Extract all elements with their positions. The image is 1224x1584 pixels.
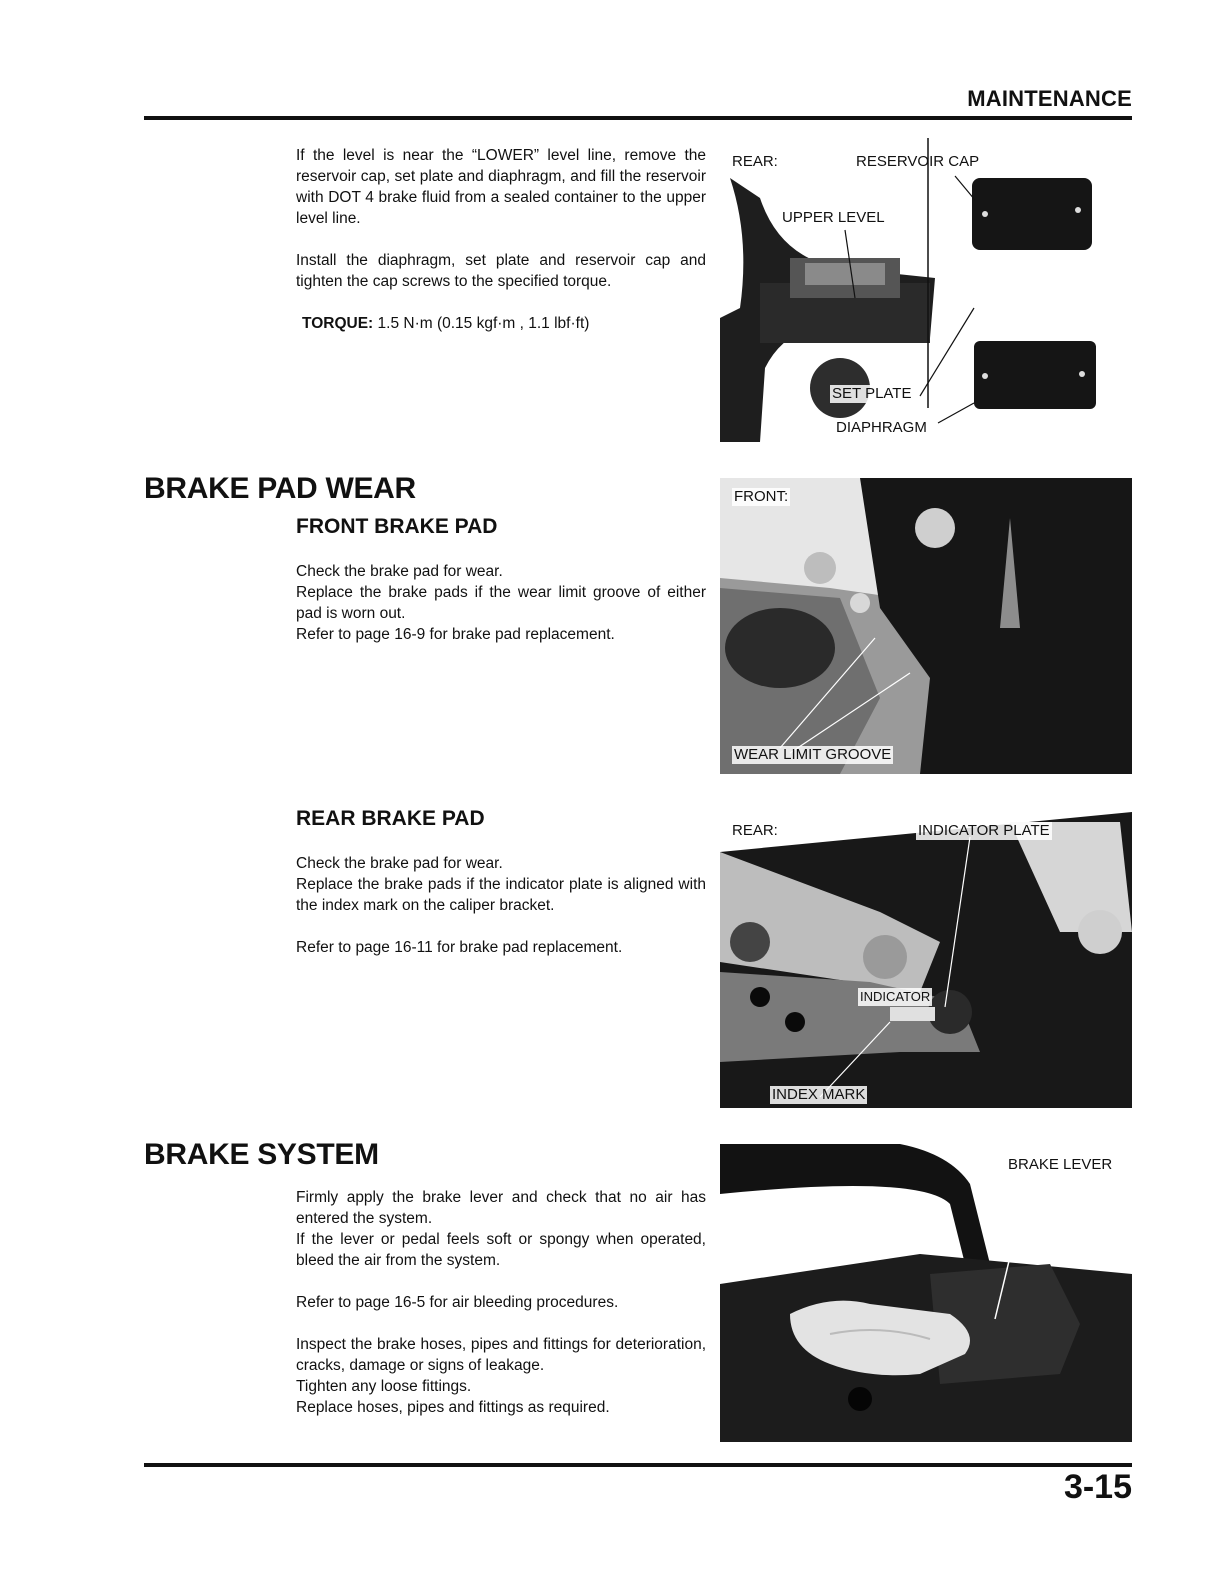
reservoir-instructions bbox=[296, 145, 706, 355]
reservoir-figure bbox=[720, 138, 1132, 442]
header-rule bbox=[144, 116, 1132, 120]
front-pad-line-1: Check the brake pad for wear. bbox=[296, 563, 503, 580]
indicator-plate-label: INDICATOR PLATE bbox=[918, 822, 1050, 839]
rear-brake-pad-heading: REAR BRAKE PAD bbox=[296, 807, 485, 830]
brake-system-line-2: If the lever or pedal feels soft or spongy when operated, bleed the air from the system. bbox=[296, 1231, 706, 1269]
front-label: FRONT: bbox=[734, 488, 789, 505]
reservoir-illustration bbox=[720, 138, 1132, 442]
brake-lever-photo bbox=[720, 1144, 1132, 1442]
diaphragm-label: DIAPHRAGM bbox=[836, 419, 927, 436]
brake-system-line-5: Replace hoses, pipes and fittings as required. bbox=[296, 1399, 610, 1416]
brake-lever-figure bbox=[720, 1144, 1132, 1442]
wear-limit-groove-label: WEAR LIMIT GROOVE bbox=[734, 746, 892, 763]
set-plate-label: SET PLATE bbox=[832, 385, 912, 402]
brake-system-text bbox=[296, 1187, 706, 1418]
page-number: 3-15 bbox=[1063, 1468, 1132, 1506]
rear-brake-pad-text bbox=[296, 853, 706, 958]
index-mark-label: INDEX MARK bbox=[772, 1086, 866, 1103]
indicator-label: INDICATOR bbox=[860, 989, 931, 1004]
front-brake-figure bbox=[720, 478, 1132, 774]
front-brake-pad-heading: FRONT BRAKE PAD bbox=[296, 515, 498, 538]
brake-lever-label: BRAKE LEVER bbox=[1008, 1156, 1113, 1173]
upper-level-label: UPPER LEVEL bbox=[782, 209, 885, 226]
rear-caliper-label: REAR: bbox=[732, 822, 778, 839]
reservoir-rear-label: REAR: bbox=[732, 153, 778, 170]
brake-system-line-3: Inspect the brake hoses, pipes and fittings for deterioration, cracks, damage or signs of leakage. bbox=[296, 1336, 706, 1374]
front-brake-pad-text bbox=[296, 561, 706, 645]
brake-pad-wear-heading: BRAKE PAD WEAR bbox=[144, 472, 416, 505]
reservoir-paragraph-2: Install the diaphragm, set plate and reservoir cap and tighten the cap screws to the specified torque. bbox=[296, 252, 706, 290]
front-pad-line-2: Replace the brake pads if the wear limit groove of either pad is worn out. bbox=[296, 584, 706, 622]
brake-system-line-4: Tighten any loose fittings. bbox=[296, 1378, 472, 1395]
rear-pad-line-2: Replace the brake pads if the indicator plate is aligned with the index mark on the caliper bracket. bbox=[296, 876, 706, 914]
rear-brake-figure bbox=[720, 812, 1132, 1108]
footer-rule bbox=[144, 1463, 1132, 1467]
rear-caliper-photo bbox=[720, 812, 1132, 1108]
front-pad-line-3: Refer to page 16-9 for brake pad replacement. bbox=[296, 626, 615, 643]
torque-label: TORQUE: bbox=[302, 315, 374, 332]
torque-spec bbox=[296, 313, 706, 334]
rear-pad-refer: Refer to page 16-11 for brake pad replacement. bbox=[296, 939, 623, 956]
torque-value: 1.5 N·m (0.15 kgf·m , 1.1 lbf·ft) bbox=[377, 315, 590, 332]
brake-system-line-1: Firmly apply the brake lever and check that no air has entered the system. bbox=[296, 1189, 706, 1227]
reservoir-cap-label: RESERVOIR CAP bbox=[856, 153, 980, 170]
front-caliper-photo bbox=[720, 478, 1132, 774]
brake-system-refer: Refer to page 16-5 for air bleeding procedures. bbox=[296, 1294, 619, 1311]
rear-pad-line-1: Check the brake pad for wear. bbox=[296, 855, 503, 872]
reservoir-paragraph-1: If the level is near the “LOWER” level line, remove the reservoir cap, set plate and diaphragm, and fill the reservoir with DOT 4 brake fluid from a sealed container to the upper level line. bbox=[296, 147, 706, 227]
section-title: MAINTENANCE bbox=[967, 86, 1132, 111]
brake-system-heading: BRAKE SYSTEM bbox=[144, 1138, 379, 1171]
